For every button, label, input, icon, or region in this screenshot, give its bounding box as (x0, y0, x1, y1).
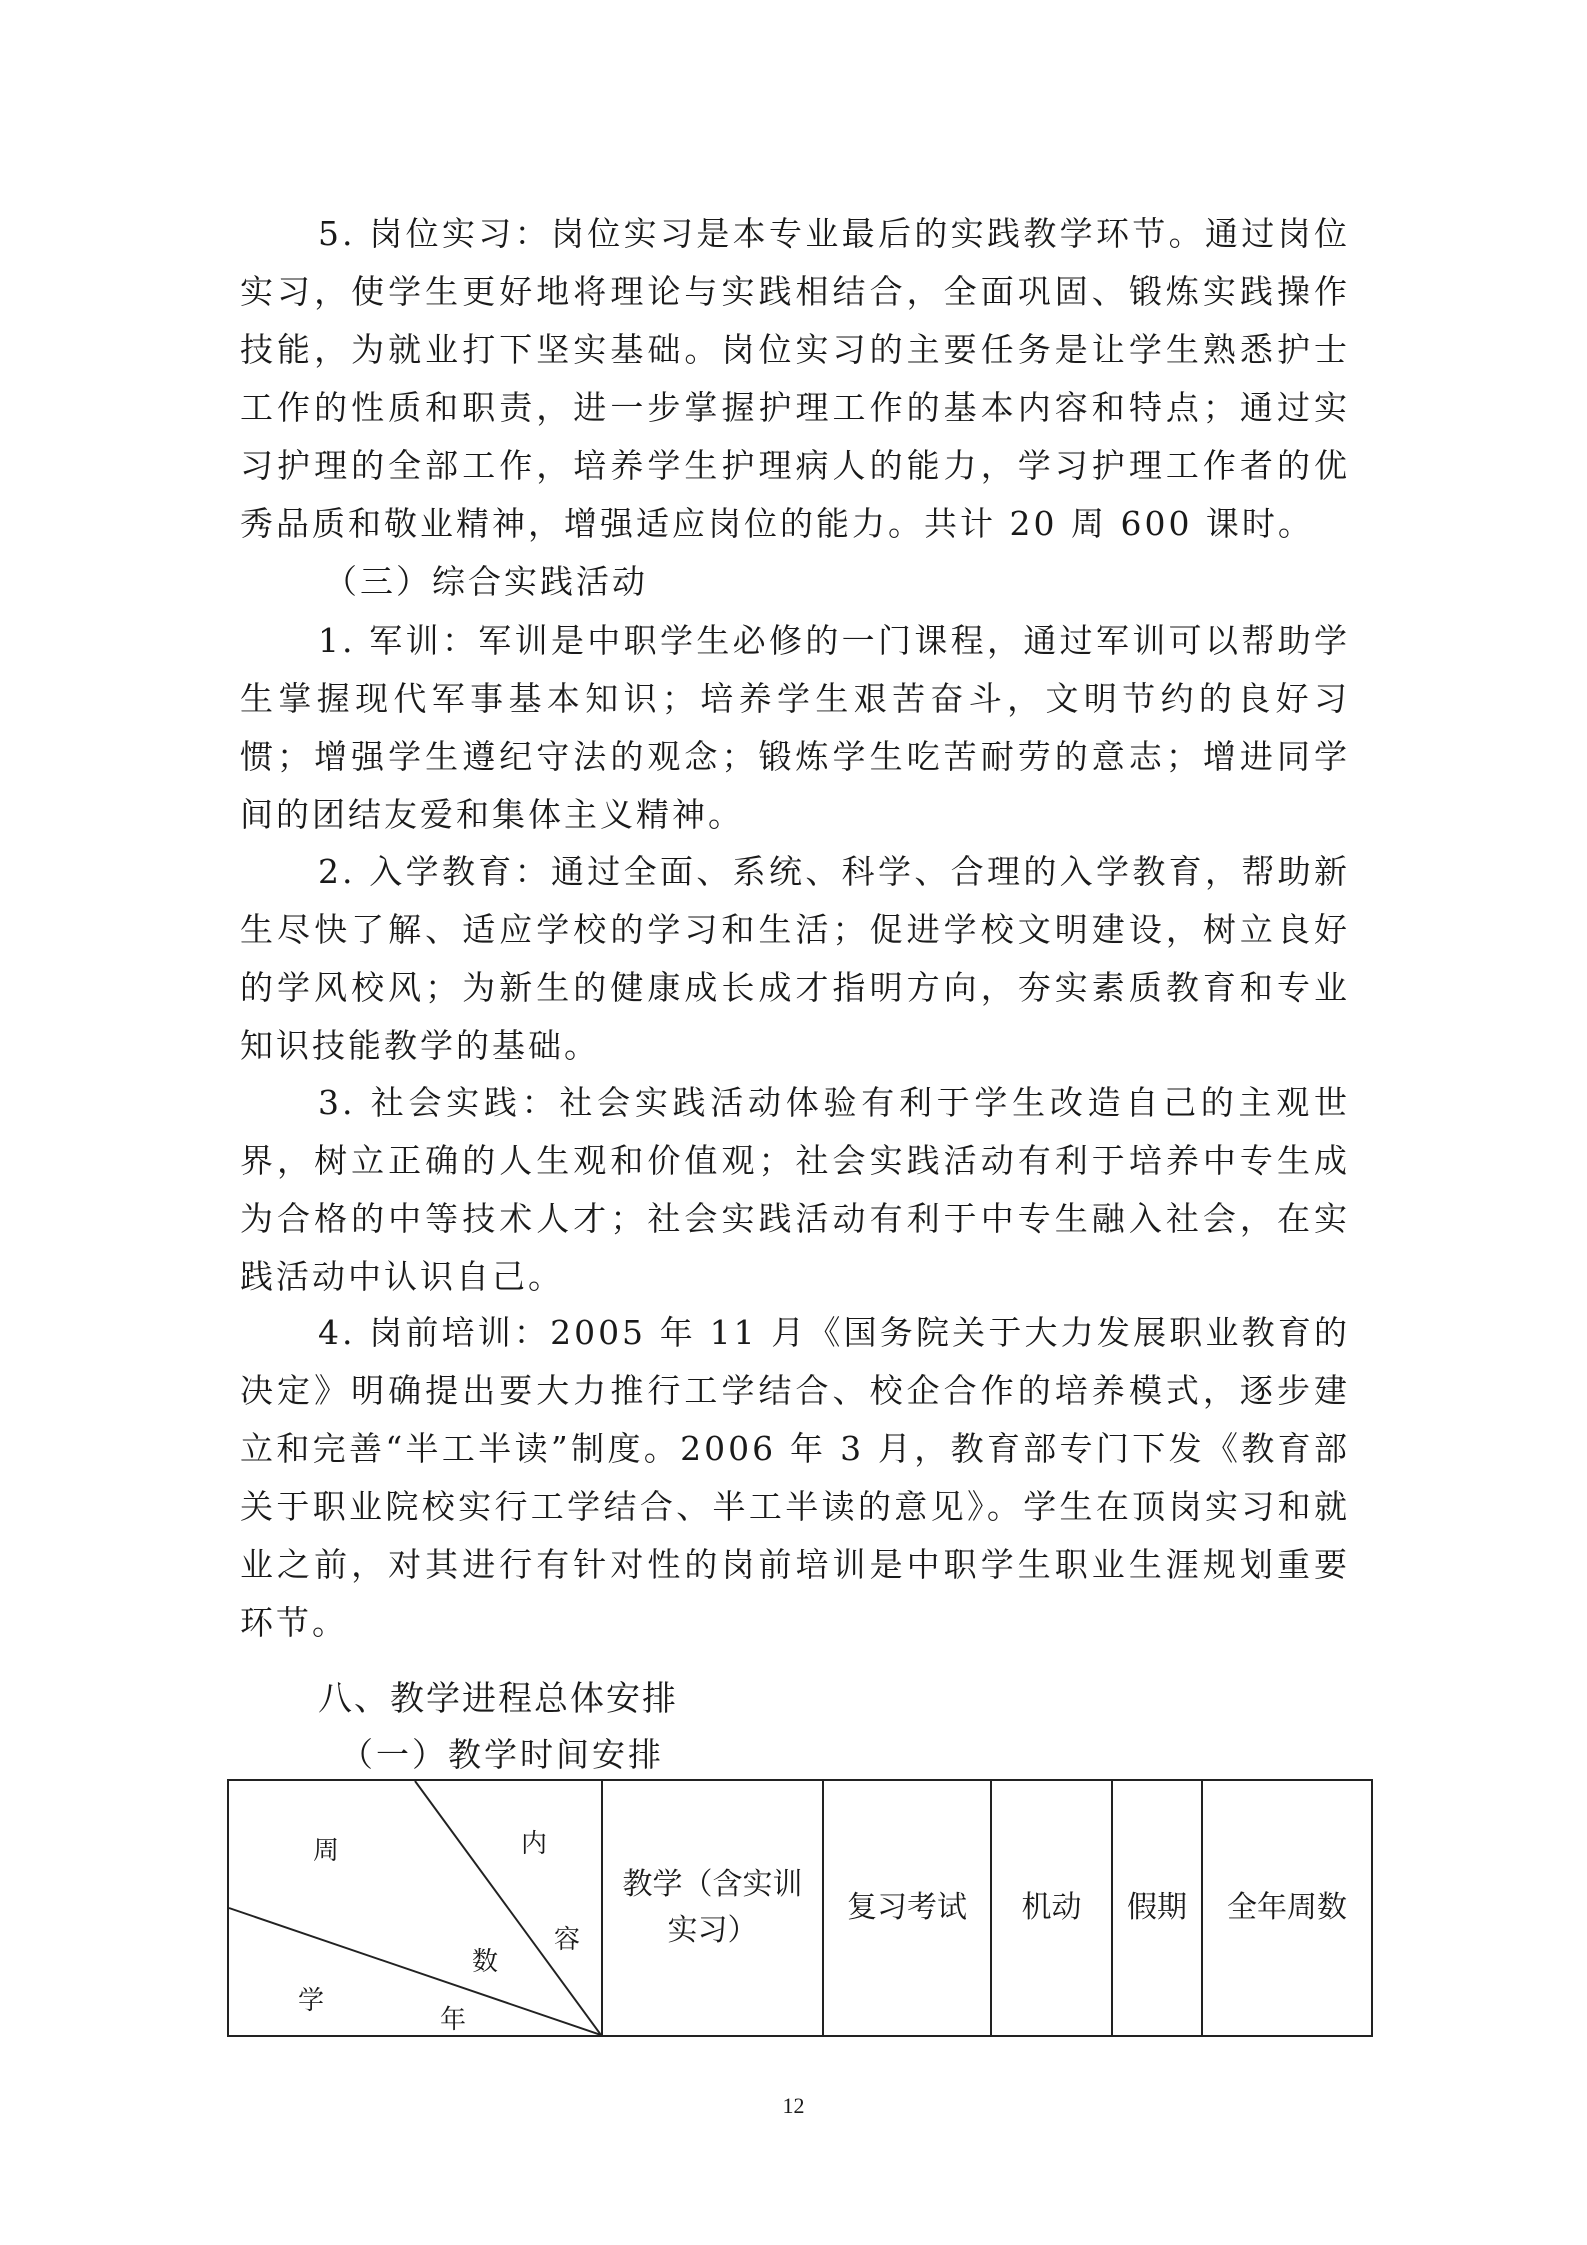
header-total-weeks (1202, 1780, 1372, 2036)
header-review-exam (823, 1780, 991, 2036)
header-total-weeks-label: 全年周数 (1227, 1890, 1347, 1925)
paragraph-military-training: 1. 军训：军训是中职学生必修的一门课程，通过军训可以帮助学生掌握现代军事基本知识；培养学生艰苦奋斗，文明节约的良好习惯；增强学生遵纪守法的观念；锻炼学生吃苦耐劳的意志；增进同学间的团结友爱和集体主义精神。 (240, 621, 1350, 834)
section-heading-teaching-schedule: 八、教学进程总体安排 (318, 1679, 678, 1719)
table-header-row (228, 1780, 1372, 2036)
paragraph-pre-job-training: 4. 岗前培训：2005 年 11 月《国务院关于大力发展职业教育的决定》明确提出要大力推行工学结合、校企合作的培养模式，逐步建立和完善“半工半读”制度。2006 年 3 月，教育部专门下发《教育部关于职业院校实行工学结合、半工半读的意见》。学生在顶岗实习和就业之前，对其进行有针对性的岗前培训是中职学生职业生涯规划重要环节。 (240, 1313, 1350, 1642)
header-holiday-label: 假期 (1127, 1890, 1187, 1925)
diagonal-label-rong: 容 (554, 1925, 581, 1955)
diagonal-label-xue: 学 (298, 1986, 325, 2016)
diagonal-label-zhou: 周 (313, 1836, 340, 1866)
diagonal-label-nian: 年 (440, 2005, 467, 2035)
subheading-teaching-time: （一）教学时间安排 (340, 1735, 664, 1774)
header-flexible-label: 机动 (1021, 1890, 1082, 1925)
diagonal-label-nei: 内 (521, 1829, 548, 1859)
teaching-time-table (227, 1779, 1373, 2037)
header-teaching-label: 教学（含实训实习） (622, 1867, 803, 1948)
diagonal-label-shu: 数 (472, 1947, 499, 1977)
header-review-exam-label: 复习考试 (847, 1890, 967, 1925)
subheading-comprehensive-practice: （三）综合实践活动 (324, 562, 648, 601)
page-number: 12 (782, 2093, 805, 2118)
header-holiday (1112, 1780, 1202, 2036)
paragraph-internship: 5. 岗位实习：岗位实习是本专业最后的实践教学环节。通过岗位实习，使学生更好地将理论与实践相结合，全面巩固、锻炼实践操作技能，为就业打下坚实基础。岗位实习的主要任务是让学生熟悉护士工作的性质和职责，进一步掌握护理工作的基本内容和特点；通过实习护理的全部工作，培养学生护理病人的能力，学习护理工作者的优秀品质和敬业精神，增强适应岗位的能力。共计 20 周 600 课时。 (240, 214, 1350, 543)
header-flexible (991, 1780, 1112, 2036)
paragraph-social-practice: 3. 社会实践：社会实践活动体验有利于学生改造自己的主观世界，树立正确的人生观和价值观；社会实践活动有利于培养中专生成为合格的中等技术人才；社会实践活动有利于中专生融入社会，在实践活动中认识自己。 (240, 1083, 1350, 1296)
diagonal-lines (229, 1781, 601, 2035)
paragraph-orientation-education: 2. 入学教育：通过全面、系统、科学、合理的入学教育，帮助新生尽快了解、适应学校的学习和生活；促进学校文明建设，树立良好的学风校风；为新生的健康成长成才指明方向，夯实素质教育和专业知识技能教学的基础。 (240, 852, 1350, 1065)
header-teaching (602, 1780, 823, 2036)
diagonal-header-cell (228, 1780, 602, 2036)
